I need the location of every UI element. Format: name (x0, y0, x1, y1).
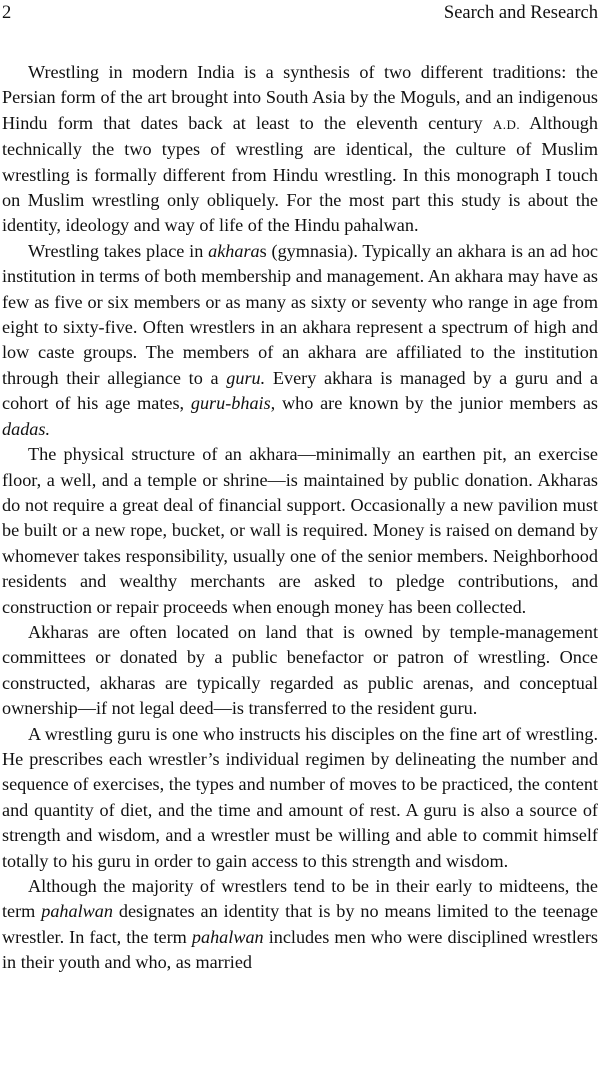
paragraph (2, 874, 598, 976)
running-title: Search and Research (443, 3, 598, 23)
paragraph-text: s (gymnasia). Typically an akhara is an ad hoc institution in terms of both membership and management. An akhara may have as few as five or six members or as many as sixty or seventy who range in age from eight to sixty-five. Often wrestlers in an akhara represent a spectrum of high and low caste groups. The members of an akhara are affiliated to the institution through their allegiance to a (2, 240, 598, 388)
paragraph-text: Wrestling takes place in (28, 240, 209, 261)
italic-term: pahalwan (41, 901, 113, 922)
body-text (2, 60, 598, 976)
italic-term: akhara (208, 240, 260, 261)
small-caps-text: A.D. (492, 116, 521, 132)
paragraph-text: Wrestling in modern India is a synthesis of two different traditions: the Persian form of the art brought into South Asia by the Moguls, and an indigenous Hindu form that dates back at least to the eleventh century (2, 62, 598, 133)
paragraph (2, 60, 598, 239)
italic-term: guru-bhais, (190, 393, 276, 414)
paragraph-text: Akharas are often located on land that is owned by temple-management committees or donated by a public benefactor or patron of wrestling. Once constructed, akharas are typically regarded as public arenas, and conceptual ownership—if not legal deed—is transferred to the resident guru. (2, 621, 598, 719)
paragraph-text: designates an identity that is by no means limited to the teenage wrestler. In fact, the term (2, 901, 598, 947)
paragraph (2, 442, 598, 620)
paragraph (2, 620, 598, 722)
paragraph-text: The physical structure of an akhara—minimally an earthen pit, an exercise floor, a well, and a temple or shrine—is maintained by public donation. Akharas do not require a great deal of financial support. Occasionally a new pavilion must be built or a new rope, bucket, or wall is required. Money is raised on demand by whomever takes responsibility, usually one of the senior members. Neighborhood residents and wealthy merchants are asked to pledge contributions, and construction or repair proceeds when enough money has been collected. (2, 444, 598, 617)
italic-term: guru. (226, 367, 266, 388)
paragraph-text: includes men who were disciplined wrestlers in their youth and who, as married (2, 926, 599, 973)
paragraph (2, 722, 598, 874)
page-number: 2 (2, 3, 12, 23)
paragraph-text: who are known by the junior members as (275, 393, 599, 414)
paragraph-text: Although the majority of wrestlers tend to be in their early to midteens, the term (2, 876, 598, 922)
paragraph-text: Although technically the two types of wrestling are identical, the culture of Muslim wrestling is formally different from Hindu wrestling. In this monograph I touch on Muslim wrestling only obliquely. For the most part this study is about the identity, ideology and way of life of the Hindu pahalwan. (2, 112, 598, 236)
italic-term: pahalwan (191, 926, 264, 947)
italic-term: dadas. (2, 418, 50, 439)
running-head (2, 0, 598, 26)
paragraph-text: Every akhara is managed by a guru and a cohort of his age mates, (2, 367, 598, 414)
paragraph (2, 239, 598, 442)
paragraph-text: A wrestling guru is one who instructs his disciples on the fine art of wrestling. He prescribes each wrestler’s individual regimen by delineating the number and sequence of exercises, the types and number of moves to be practiced, the content and quantity of diet, and the time and amount of rest. A guru is also a source of strength and wisdom, and a wrestler must be willing and able to commit himself totally to his guru in order to gain access to this strength and wisdom. (2, 723, 598, 871)
